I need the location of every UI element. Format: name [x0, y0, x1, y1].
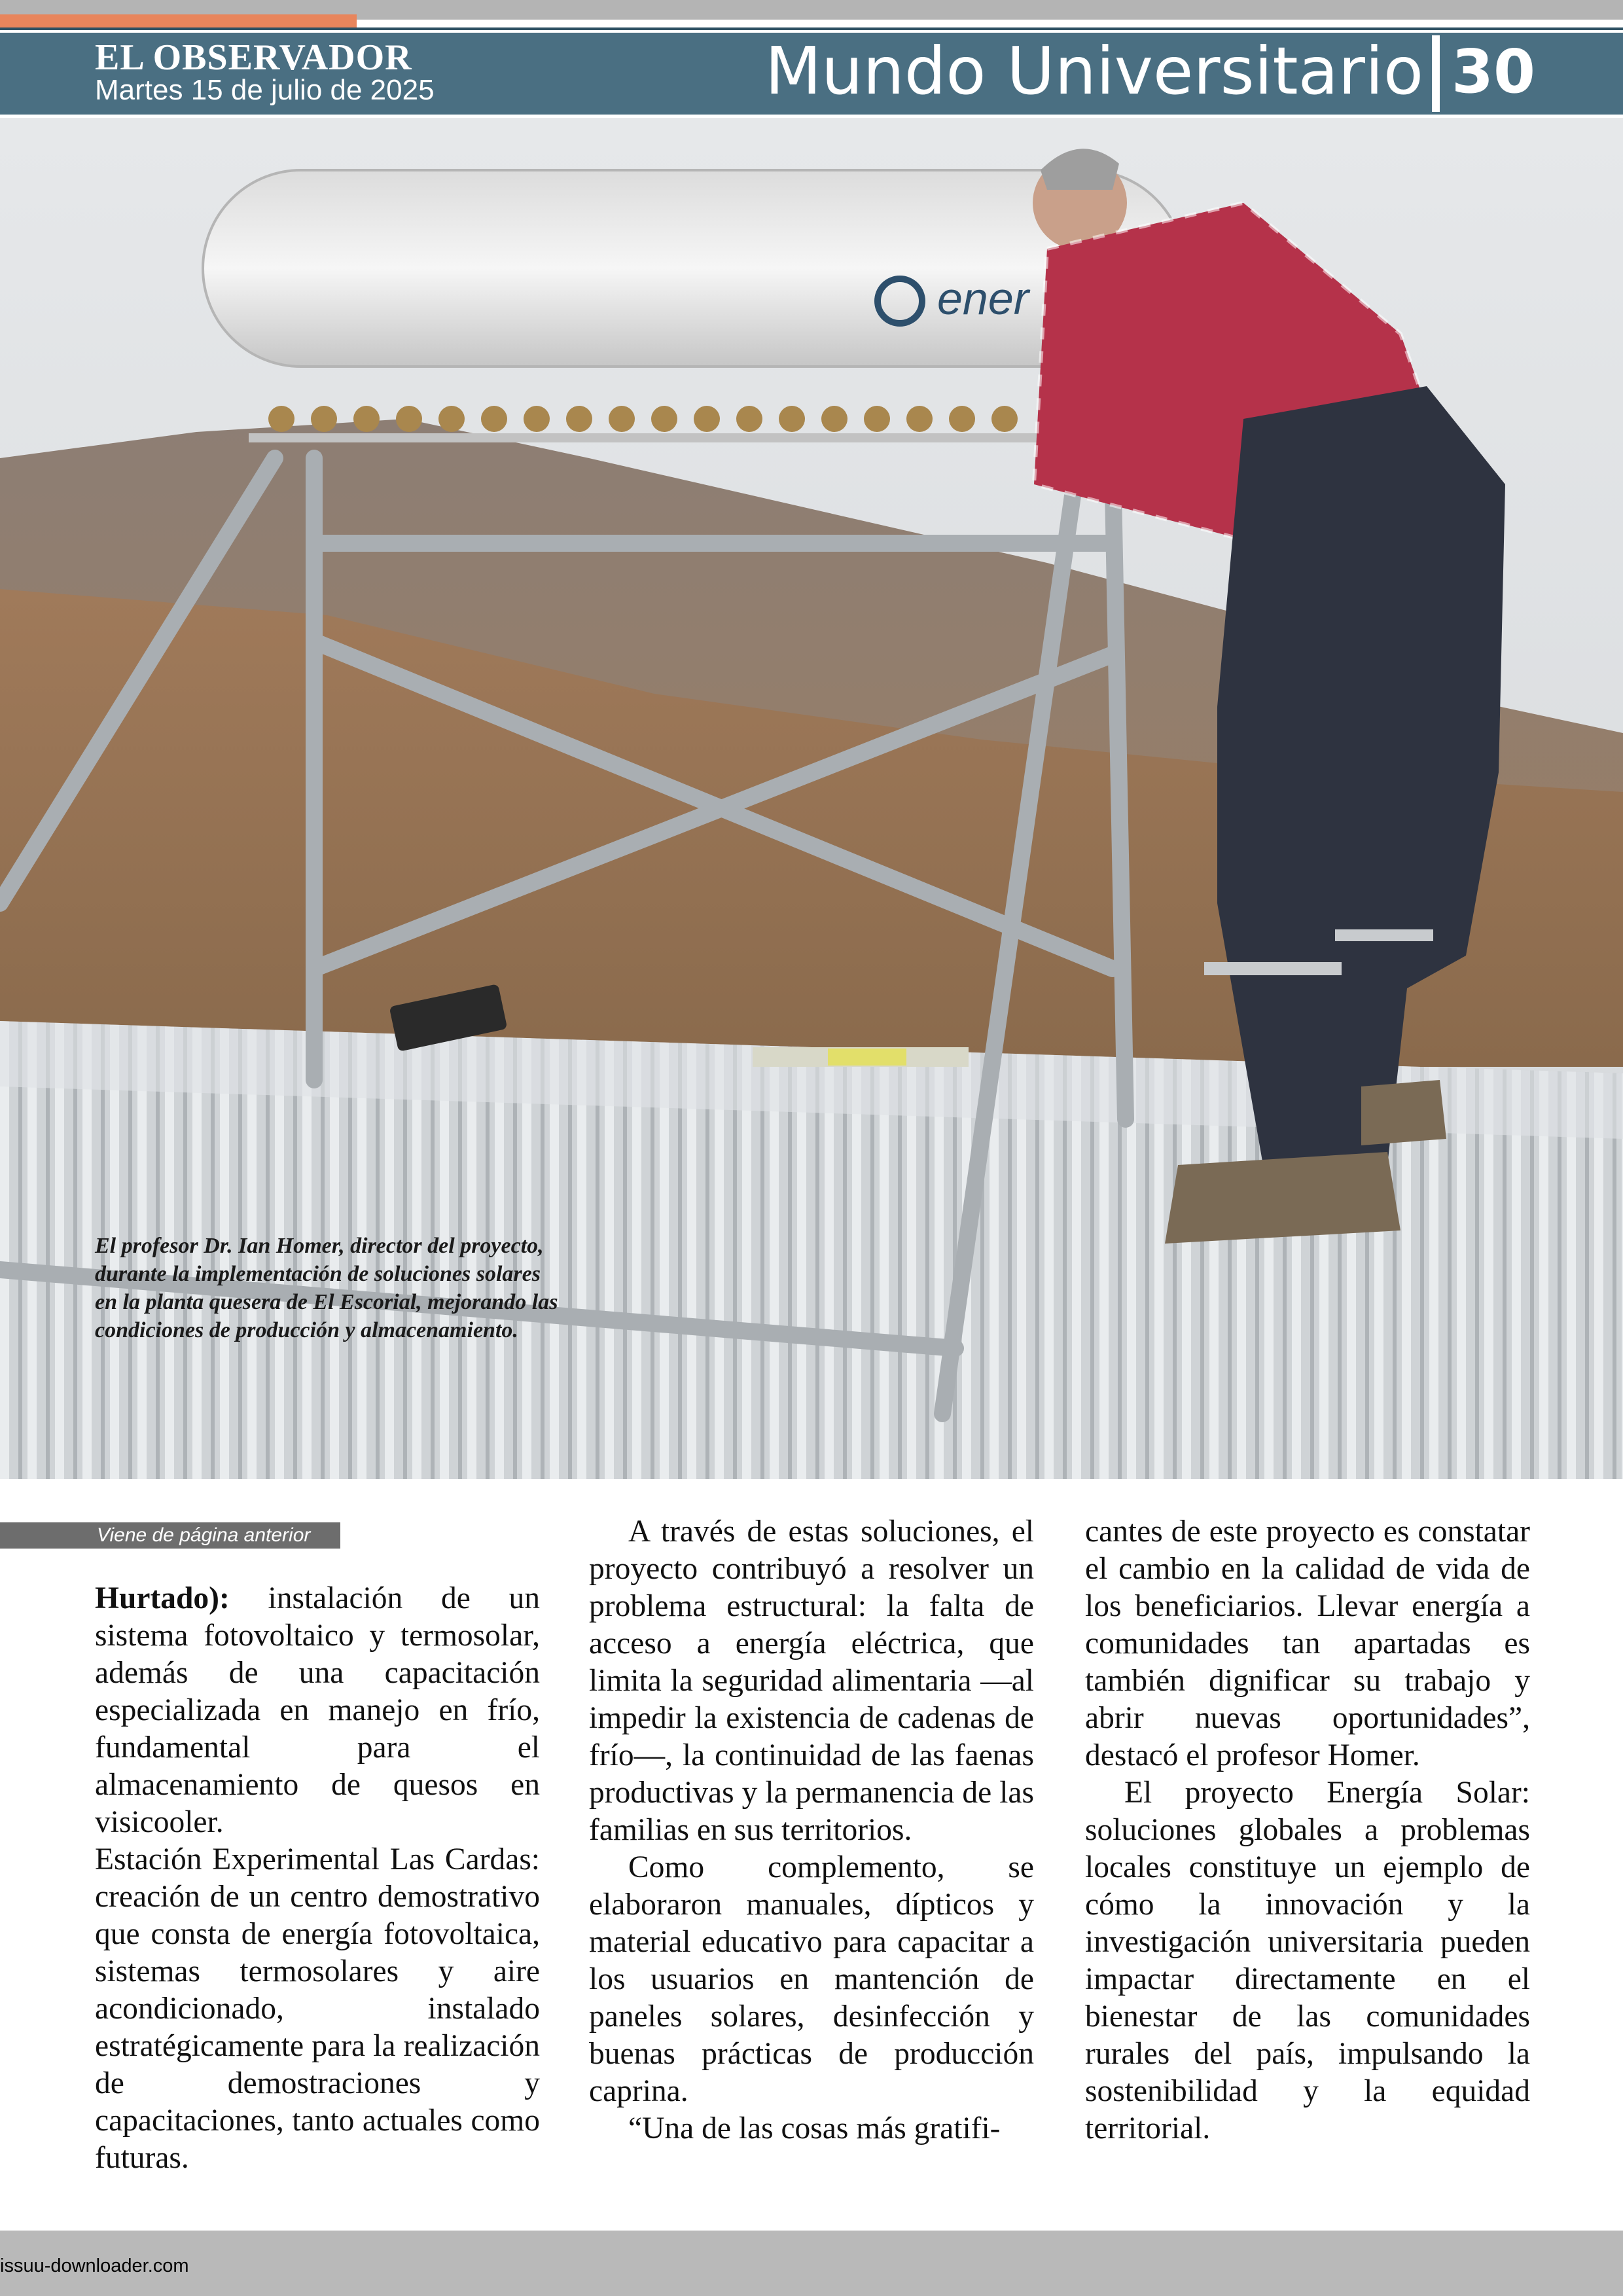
column-2-paragraph-2: Como complemento, se elaboraron manuales, dípticos y material educativo para capacitar a los usuarios en mantención de paneles solares, desinfección y buenas prácticas de producción caprina. [589, 1850, 1034, 2108]
page-number: 30 [1452, 37, 1536, 107]
page-header [0, 33, 1623, 115]
footer-watermark: issuu-downloader.com [0, 2255, 189, 2276]
lead-in: Hurtado): [95, 1581, 230, 1615]
column-1-paragraph-1 [95, 1580, 540, 1841]
continued-from-previous-label: Viene de página anterior [0, 1522, 340, 1549]
column-3-paragraph-2: El proyecto Energía Solar: soluciones globales a problemas locales constituye un ejemplo de cómo la innovación y la investigación universitaria pueden impactar directamente en el bienestar de las comunidades rurales del país, impulsando la sostenibilidad y la equidad territorial. [1085, 1776, 1530, 2145]
column-2-paragraph-1: A través de estas soluciones, el proyecto contribuyó a resolver un problema estructural: la falta de acceso a energía eléctrica, que limita la seguridad alimentaria —al impedir la existencia de cadenas de frío—, la continuidad de las faenas productivas y la permanencia de las familias en sus territorios. [589, 1515, 1034, 1847]
tank-brand-label: ener [937, 273, 1029, 324]
column-1-paragraph-2: Estación Experimental Las Cardas: creación de un centro demostrativo que consta de energía fotovoltaica, sistemas termosolares y aire acondicionado, instalado estratégicamente para la realización de demostraciones y capacitaciones, tanto actuales como futuras. [95, 1842, 540, 2175]
header-rule [0, 27, 1623, 30]
issue-date: Martes 15 de julio de 2025 [95, 74, 435, 106]
column-3-paragraph-1: cantes de este proyecto es constatar el cambio en la calidad de vida de los beneficiarios. Llevar energía a comunidades tan apartadas es también dignificar su trabajo y abrir nuevas oportunidades”, destacó el profesor Homer. [1085, 1515, 1530, 1772]
photo-caption: El profesor Dr. Ian Homer, director del proyecto, durante la implementación de soluciones solares en la planta quesera de El Escorial, mejorando las condiciones de producción y almacenamiento. [95, 1234, 558, 1342]
newspaper-name: EL OBSERVADOR [95, 37, 412, 78]
article-column-1 [95, 1580, 540, 2177]
header-divider [1432, 35, 1440, 112]
page-footer [0, 2231, 1623, 2296]
section-title: Mundo Universitario [764, 33, 1423, 109]
article-column-3 [1085, 1513, 1530, 2147]
column-2-paragraph-3: “Una de las cosas más gratifi- [628, 2111, 1001, 2145]
article-column-2 [589, 1513, 1034, 2147]
column-1-paragraph-1-text: instalación de un sistema fotovoltaico y termosolar, además de una capacitación especializada en manejo en frío, fundamental para el almacenamiento de quesos en visicooler. [95, 1581, 540, 1839]
article-photo [0, 118, 1623, 1479]
orange-accent-tab [0, 14, 357, 27]
